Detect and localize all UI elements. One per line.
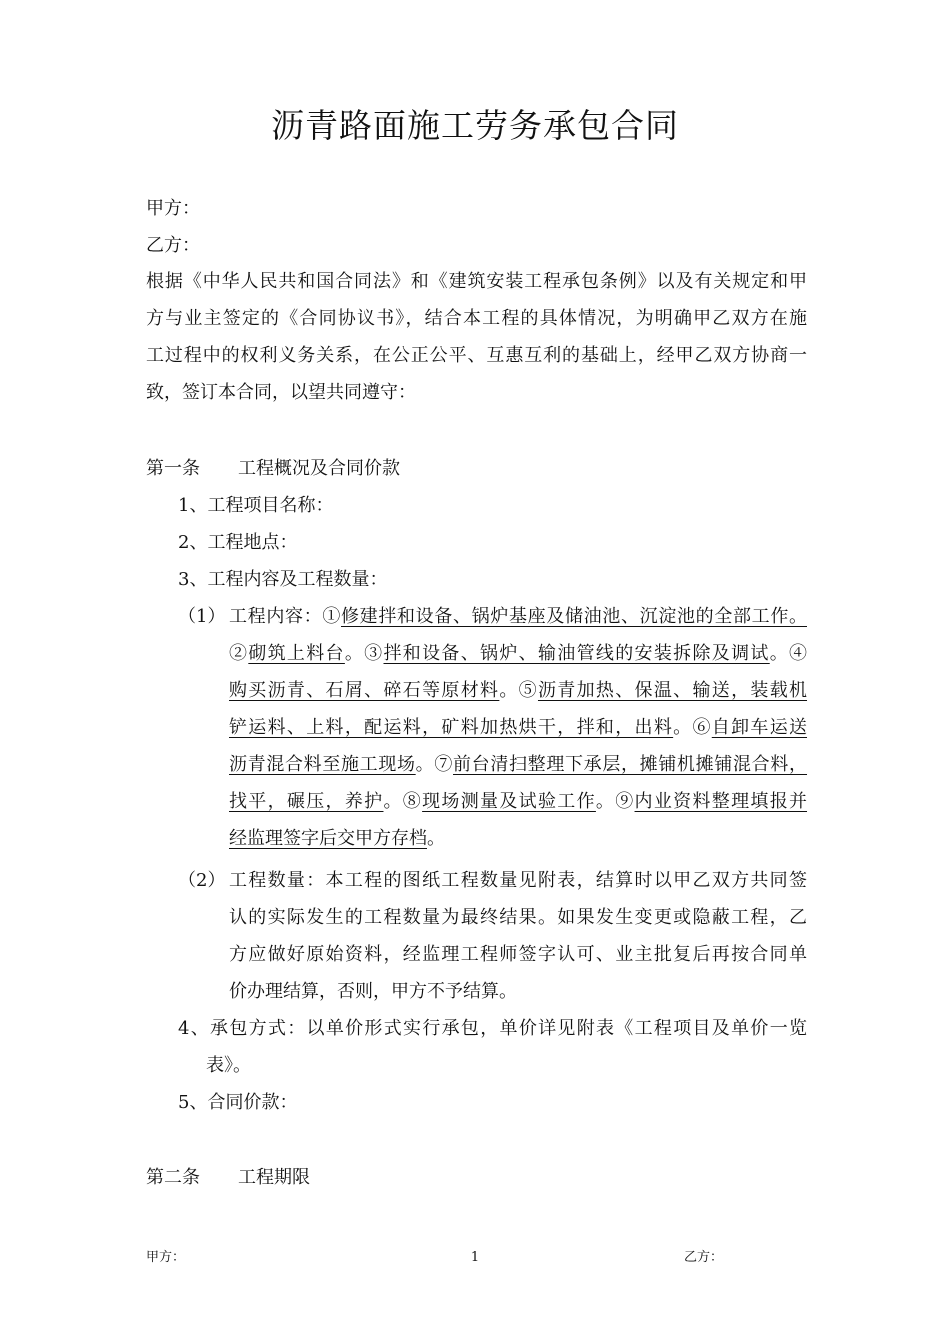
item-project-location: 2、工程地点： — [178, 532, 298, 553]
underlined-run: 购买沥青、石屑、碎石等原材料 — [229, 680, 500, 701]
underlined-run: 自卸车运送 — [711, 717, 808, 738]
text-run: 。⑥ — [673, 717, 712, 738]
footer-party-a: 甲方： — [146, 1250, 186, 1265]
text-run: 。⑦ — [415, 754, 454, 775]
text-run: 。③ — [344, 643, 384, 664]
underlined-run: 前台清扫整理下承层，摊铺机摊铺混合料， — [453, 754, 808, 775]
sub-item-1-label: （1） — [178, 606, 226, 627]
preamble-line: 致，签订本合同，以望共同遵守： — [146, 382, 416, 403]
quantity-line: 认的实际发生的工程数量为最终结果。如果发生变更或隐蔽工程，乙 — [229, 907, 807, 928]
item-project-name: 1、工程项目名称： — [178, 495, 334, 516]
work-content-line — [229, 753, 807, 777]
text-run: 。⑤ — [499, 680, 538, 701]
work-content-line — [229, 605, 807, 629]
underlined-run: 砌筑上料台 — [248, 643, 345, 664]
article-2-heading: 第二条 — [146, 1167, 200, 1188]
text-run: 。 — [427, 828, 445, 849]
footer-party-b: 乙方： — [684, 1250, 724, 1265]
item-project-scope: 3、工程内容及工程数量： — [178, 569, 388, 590]
page-number: 1 — [470, 1250, 480, 1265]
quantity-line: 工程数量：本工程的图纸工程数量见附表，结算时以甲乙双方共同签 — [229, 870, 807, 891]
text-run: 。④ — [769, 643, 808, 664]
work-content-line — [229, 679, 807, 703]
underlined-run: 沥青混合料至施工现场 — [229, 754, 416, 775]
party-b-label: 乙方： — [146, 235, 200, 256]
work-content-line — [229, 716, 807, 740]
contract-method-line: 表》。 — [206, 1055, 251, 1076]
preamble-line: 根据《中华人民共和国合同法》和《建筑安装工程承包条例》以及有关规定和甲 — [146, 271, 807, 292]
underlined-run: 修建拌和设备、锅炉基座及储油池、沉淀池的全部工作 — [341, 606, 789, 627]
party-a-label: 甲方： — [146, 198, 200, 219]
contract-method-line: 4、承包方式：以单价形式实行承包，单价详见附表《工程项目及单价一览 — [178, 1018, 807, 1039]
underlined-run: 内业资料整理填报并 — [634, 791, 808, 812]
preamble-line: 工过程中的权利义务关系，在公正公平、互惠互利的基础上，经甲乙双方协商一 — [146, 345, 807, 366]
article-1-heading: 第一条 — [146, 458, 200, 479]
underlined-run: 沥青加热、保温、输送，装载机 — [537, 680, 808, 701]
work-content-line — [229, 827, 445, 851]
preamble-line: 方与业主签定的《合同协议书》，结合本工程的具体情况，为明确甲乙双方在施 — [146, 308, 807, 329]
text-run: 工程内容：① — [229, 606, 341, 627]
contract-title: 沥青路面施工劳务承包合同 — [271, 106, 679, 145]
underlined-run: 找平，碾压，养护 — [229, 791, 384, 812]
underlined-run: 经监理签字后交甲方存档 — [229, 828, 427, 849]
text-run: 。⑧ — [383, 791, 423, 812]
underlined-run: 铲运料、上料，配运料，矿料加热烘干，拌和，出料 — [229, 717, 674, 738]
work-content-line — [229, 790, 807, 814]
quantity-line: 方应做好原始资料，经监理工程师签字认可、业主批复后再按合同单 — [229, 944, 807, 965]
text-run: 。⑨ — [595, 791, 635, 812]
article-2-title: 工程期限 — [238, 1167, 310, 1188]
work-content-line — [229, 642, 807, 666]
underlined-run: 现场测量及试验工作 — [422, 791, 596, 812]
underlined-run: 。 — [789, 606, 807, 627]
sub-item-2-label: （2） — [178, 870, 226, 891]
item-contract-price: 5、合同价款： — [178, 1092, 298, 1113]
article-1-title: 工程概况及合同价款 — [238, 458, 400, 479]
quantity-line: 价办理结算，否则，甲方不予结算。 — [229, 981, 517, 1002]
underlined-run: 拌和设备、锅炉、输油管线的安装拆除及调试 — [383, 643, 770, 664]
text-run: ② — [229, 643, 249, 664]
